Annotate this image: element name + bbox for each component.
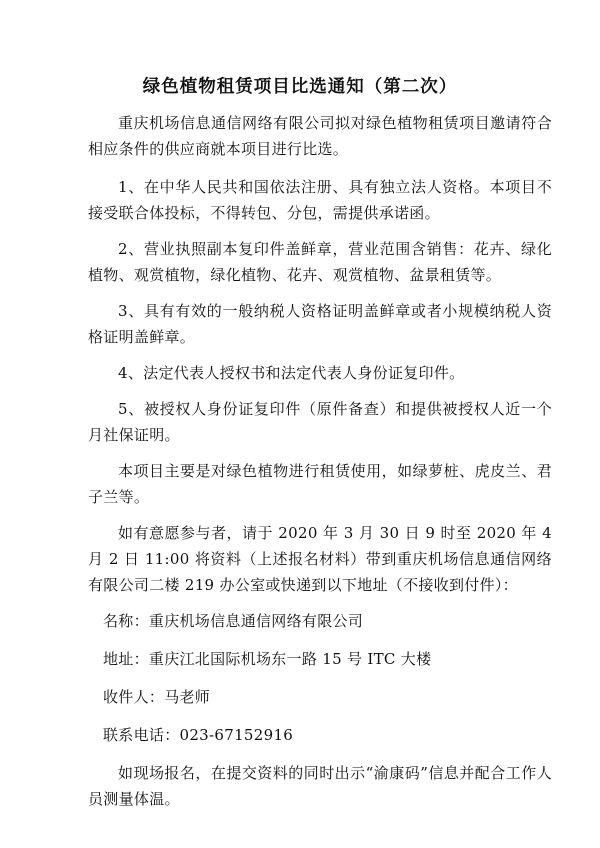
submission-paragraph: 如有意愿参与者，请于 2020 年 3 月 30 日 9 时至 2020 年 4 月 2 日 11:00 将资料（上述报名材料）带到重庆机场信息通信网络有限公司二楼 219 办公室或快递到以下地址（不接收到付件）： xyxy=(88,524,552,594)
onsite-registration-note: 如现场报名，在提交资料的同时出示“渝康码”信息并配合工作人员测量体温。 xyxy=(88,764,552,808)
requirement-item-2: 2、营业执照副本复印件盖鲜章，营业范围含销售：花卉、绿化植物、观赏植物，绿化植物、花卉、观赏植物、盆景租赁等。 xyxy=(88,240,552,284)
requirement-item-3: 3、具有有效的一般纳税人资格证明盖鲜章或者小规模纳税人资格证明盖鲜章。 xyxy=(88,302,552,346)
document-title: 绿色植物租赁项目比选通知（第二次） xyxy=(142,77,458,97)
contact-phone: 联系电话：023-67152916 xyxy=(103,726,294,744)
document-body xyxy=(88,110,552,824)
requirement-item-5: 5、被授权人身份证复印件（原件备查）和提供被授权人近一个月社保证明。 xyxy=(88,400,552,444)
requirement-item-1: 1、在中华人民共和国依法注册、具有独立法人资格。本项目不接受联合体投标，不得转包、分包，需提供承诺函。 xyxy=(88,178,552,222)
contact-address: 地址：重庆江北国际机场东一路 15 号 ITC 大楼 xyxy=(103,650,432,668)
intro-paragraph: 重庆机场信息通信网络有限公司拟对绿色植物租赁项目邀请符合相应条件的供应商就本项目进行比选。 xyxy=(88,114,552,158)
requirement-item-4: 4、法定代表人授权书和法定代表人身份证复印件。 xyxy=(118,364,465,382)
contact-company-name: 名称：重庆机场信息通信网络有限公司 xyxy=(103,612,364,630)
contact-recipient: 收件人：马老师 xyxy=(103,688,211,706)
scope-paragraph: 本项目主要是对绿色植物进行租赁使用，如绿萝桩、虎皮兰、君子兰等。 xyxy=(88,462,552,506)
